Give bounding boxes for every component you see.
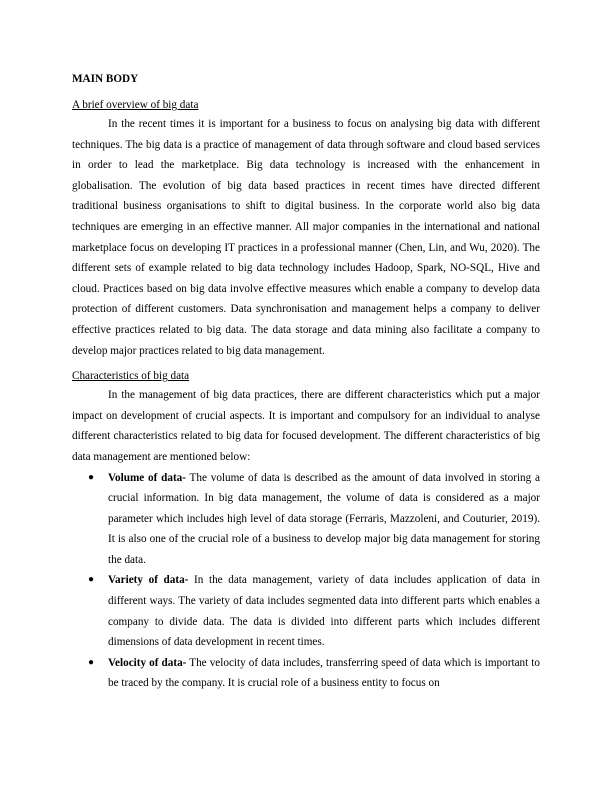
section-heading: A brief overview of big data: [72, 99, 199, 111]
list-item: [72, 570, 540, 652]
bullet-icon: ●: [88, 574, 95, 586]
bullet-icon: ●: [88, 656, 95, 668]
list-item: [72, 468, 540, 571]
section-characteristics: [72, 367, 540, 694]
bullet-term: Volume of data-: [108, 471, 186, 484]
main-heading: MAIN BODY: [72, 73, 139, 85]
bullet-icon: ●: [88, 471, 95, 483]
bullet-text: In the data management, variety of data includes application of data in different ways. The variety of data includes segmented data into different parts which enables a company to divide data. The data is divided into different parts which includes different dimensions of data development in recent times.: [108, 574, 541, 649]
section-heading: Characteristics of big data: [72, 370, 190, 383]
body-paragraph: In the management of big data practices, there are different characteristics which put a major impact on development of crucial aspects. It is important and compulsory for an individual to analyse different characteristics related to big data for focused development. The different characteristics of big data management are mentioned below:: [72, 389, 540, 463]
bullet-term: Variety of data-: [108, 574, 189, 587]
body-paragraph: In the recent times it is important for a business to focus on analysing big data with different techniques. The big data is a practice of management of data through software and cloud based services in order to lead the marketplace. Big data technology is increased with the enhancement in globalisation. The evolution of big data based practices in recent times have directed different traditional business organisations to shift to digital business. In the corporate world also big data techniques are emerging in an effective manner. All major companies in the international and national marketplace focus on developing IT practices in a professional manner (Chen, Lin, and Wu, 2020). The different sets of example related to big data technology includes Hadoop, Spark, NO-SQL, Hive and cloud. Practices based on big data involve effective measures which enable a company to develop data protection of different customers. Data synchronisation and management helps a company to deliver effective practices related to big data. The data storage and data mining also facilitate a company to develop major practices related to big data management.: [72, 118, 540, 357]
bullet-list: [72, 468, 540, 695]
bullet-text: The velocity of data includes, transferring speed of data which is important to be traced by the company. It is crucial role of a business entity to focus on: [108, 656, 540, 690]
bullet-text: The volume of data is described as the amount of data involved in storing a crucial information. In big data management, the volume of data is considered as a major parameter which includes high level of data storage (Ferraris, Mazzoleni, and Couturier, 2019). It is also one of the crucial role of a business to develop major big data management for storing the data.: [108, 471, 540, 566]
list-item: [72, 653, 540, 694]
document-page: [72, 70, 540, 694]
bullet-term: Velocity of data-: [108, 656, 187, 669]
section-overview: [72, 96, 540, 361]
